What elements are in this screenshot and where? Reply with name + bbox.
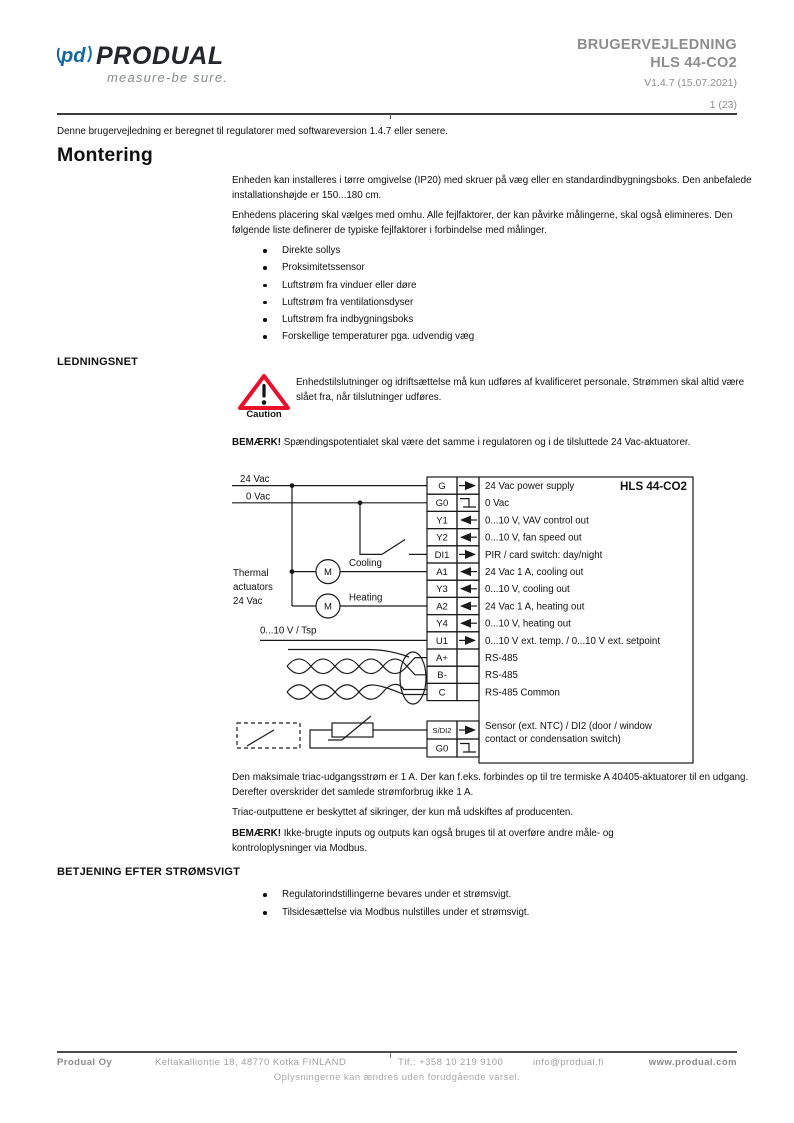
rs485-cable — [287, 650, 427, 705]
arrow-in-icon — [465, 481, 476, 490]
section-title-betjening: BETJENING EFTER STRØMSVIGT — [57, 866, 241, 878]
footer-email[interactable]: info@produal.fi — [533, 1057, 604, 1068]
error-factor-list — [262, 244, 682, 348]
svg-text:0...10 V, cooling out: 0...10 V, cooling out — [485, 584, 570, 596]
pd-emblem-icon — [58, 45, 91, 67]
terminal-row-C — [427, 683, 560, 700]
svg-text:Y2: Y2 — [436, 532, 448, 544]
terminal-row-DI1 — [427, 546, 603, 563]
arrow-out-icon — [460, 619, 471, 628]
terminal-row-G0 — [427, 494, 509, 511]
svg-text:A+: A+ — [436, 653, 448, 664]
produal-logo — [50, 32, 240, 90]
terminal-row-G — [427, 477, 574, 494]
terminal-row-Y4 — [427, 615, 571, 632]
svg-text:0...10 V ext. temp. / 0...10 V: 0...10 V ext. temp. / 0...10 V ext. setpoint — [485, 635, 661, 647]
terminal-row-A1 — [427, 563, 584, 580]
triac-paragraph-1: Den maksimale triac-udgangsstrøm er 1 A. Der kan f.eks. forbindes op til tre termiske A 40405-aktuatorer til en udgang. Derefter overskrider det samlede strømforbrug ikke 1 A. — [232, 772, 749, 798]
note-text: Spændingspotentialet skal være det samme i regulatoren og i de tilsluttede 24 Vac-aktuatorer. — [283, 437, 691, 448]
list-item: Tilsidesættelse via Modbus nulstilles under et strømsvigt. — [262, 906, 702, 920]
doc-type: BRUGERVEJLEDNING — [576, 37, 737, 53]
page-number: 1 (23) — [709, 99, 737, 111]
motor-icon: M — [324, 567, 332, 578]
footer-company: Produal Oy — [57, 1057, 113, 1068]
svg-text:RS-485: RS-485 — [485, 653, 518, 664]
motor-icon: M — [324, 601, 332, 613]
ntc-sensor-circuit — [237, 716, 427, 748]
list-item: Direkte sollys — [262, 244, 682, 258]
door-contact-box — [237, 723, 300, 748]
thermistor-icon — [332, 723, 373, 737]
footer-rule — [57, 1051, 737, 1053]
arrow-out-icon — [460, 533, 471, 542]
wiring-diagram — [232, 466, 694, 768]
svg-text:Y1: Y1 — [436, 515, 448, 527]
arrow-in-icon — [465, 636, 476, 645]
tsp-wiring — [260, 626, 427, 641]
svg-text:Y4: Y4 — [436, 618, 448, 630]
step-symbol-icon — [460, 499, 476, 507]
step-symbol-icon — [460, 744, 476, 753]
thermal-actuators — [233, 558, 427, 618]
footer-website[interactable]: www.produal.com — [648, 1057, 737, 1068]
intro-paragraph: Denne brugervejledning er beregnet til regulatorer med softwareversion 1.4.7 eller senere. — [57, 126, 449, 137]
svg-text:DI1: DI1 — [434, 549, 450, 561]
svg-text:0...10 V, VAV control out: 0...10 V, VAV control out — [485, 515, 589, 527]
list-item: Regulatorindstillingerne bevares under et strømsvigt. — [262, 888, 702, 902]
header-rule-tick — [390, 114, 391, 119]
svg-text:A2: A2 — [436, 601, 448, 613]
terminal-row-A2 — [427, 597, 585, 614]
montering-paragraph-1: Enheden kan installeres i tørre omgivelse (IP20) med skruer på væg eller en standardindbygningsboks. Den anbefalede installationshøjde er 150...180 cm. — [232, 175, 752, 201]
brand-tagline: measure-be sure. — [107, 70, 229, 85]
svg-text:RS-485 Common: RS-485 Common — [485, 687, 560, 699]
label-heating: Heating — [349, 592, 383, 604]
terminal-row-Bminus — [427, 666, 518, 683]
svg-text:24 Vac 1 A, cooling out: 24 Vac 1 A, cooling out — [485, 567, 584, 578]
terminal-row-Y1 — [427, 511, 589, 528]
note-2 — [232, 827, 684, 856]
arrow-in-icon — [465, 726, 476, 735]
terminal-row-Y2 — [427, 529, 582, 546]
label-cooling: Cooling — [349, 558, 382, 569]
terminal-row-Aplus — [427, 649, 518, 666]
section-title-ledningsnet: LEDNINGSNET — [57, 356, 139, 368]
svg-text:pd: pd — [61, 45, 86, 67]
footer-address: Keltakalliontie 18, 48770 Kotka FINLAND — [155, 1057, 347, 1068]
terminal-row-SDI2 — [427, 721, 653, 745]
svg-text:G: G — [438, 481, 446, 492]
footer-note: Oplysningerne kan ændres uden forudgående varsel. — [273, 1072, 521, 1083]
arrow-out-icon — [460, 584, 471, 593]
label-tsp: 0...10 V / Tsp — [260, 625, 317, 637]
svg-text:U1: U1 — [435, 635, 449, 647]
header-right — [400, 36, 737, 113]
terminal-row-U1 — [427, 632, 660, 649]
svg-text:Sensor (ext. NTC) / DI2 (door: Sensor (ext. NTC) / DI2 (door / window — [485, 721, 652, 732]
svg-text:G0: G0 — [435, 743, 449, 755]
list-item: Proksimitetssensor — [262, 261, 682, 275]
note-text: Ikke-brugte inputs og outputs kan også bruges til at overføre andre måle- og kontroloplysninger via Modbus. — [232, 828, 614, 854]
svg-text:0...10 V, heating out: 0...10 V, heating out — [485, 618, 571, 630]
list-item: Luftstrøm fra ventilationsdyser — [262, 296, 682, 310]
list-item: Luftstrøm fra indbygningsboks — [262, 313, 682, 327]
power-failure-list — [262, 888, 702, 925]
header-rule — [57, 113, 737, 115]
svg-text:S/DI2: S/DI2 — [432, 726, 452, 735]
terminal-row-G0b — [427, 739, 479, 757]
svg-text:24 Vac 1 A, heating out: 24 Vac 1 A, heating out — [485, 601, 585, 613]
svg-text:24 Vac power supply: 24 Vac power supply — [485, 481, 575, 492]
arrow-out-icon — [460, 516, 471, 525]
label-0vac: 0 Vac — [246, 491, 271, 503]
di1-switch — [360, 503, 427, 555]
svg-text:0...10 V, fan speed out: 0...10 V, fan speed out — [485, 532, 582, 544]
arrow-out-icon — [460, 602, 471, 611]
label-thermal-3: 24 Vac — [233, 596, 263, 607]
brand-wordmark: PRODUAL — [96, 42, 224, 70]
svg-text:A1: A1 — [436, 567, 448, 578]
list-item: Forskellige temperaturer pga. udvendig væg — [262, 330, 682, 344]
svg-text:C: C — [438, 687, 446, 699]
svg-text:G0: G0 — [435, 498, 449, 510]
arrow-in-icon — [465, 550, 476, 559]
doc-version: V1.4.7 (15.07.2021) — [644, 77, 737, 89]
svg-text:PIR / card switch: day/night: PIR / card switch: day/night — [485, 549, 603, 561]
list-item: Luftstrøm fra vinduer eller døre — [262, 279, 682, 293]
label-thermal-1: Thermal — [233, 568, 269, 579]
note-1 — [232, 436, 744, 451]
montering-paragraph-2: Enhedens placering skal vælges med omhu. Alle fejlfaktorer, der kan påvirke målingerne, skal også elimineres. Den følgende liste definerer de typiske fejlfaktorer i forbindelse med målinger. — [232, 210, 733, 236]
footer-phone: Tlf.: +358 10 219 9100 — [398, 1057, 504, 1068]
svg-text:B-: B- — [437, 670, 447, 682]
arrow-out-icon — [460, 567, 471, 576]
diagram-title: HLS 44-CO2 — [619, 480, 687, 493]
caution-triangle-icon — [237, 373, 291, 411]
terminal-row-Y3 — [427, 580, 570, 597]
section-title-montering: Montering — [57, 144, 154, 166]
label-thermal-2: actuators — [233, 582, 273, 593]
label-24vac: 24 Vac — [240, 474, 270, 485]
note-label: BEMÆRK! — [232, 437, 281, 448]
svg-text:RS-485: RS-485 — [485, 670, 518, 682]
svg-text:Y3: Y3 — [436, 584, 448, 596]
svg-text:0 Vac: 0 Vac — [485, 498, 510, 510]
switch-blade-icon — [247, 730, 274, 746]
product-name: HLS 44-CO2 — [650, 55, 737, 71]
warning-text: Enhedstilslutninger og idriftsættelse må kun udføres af kvalificeret personale. Strømmen skal altid være slået fra, når tilslutninger udføres. — [296, 377, 745, 403]
note-label: BEMÆRK! — [232, 828, 281, 839]
triac-paragraph-2: Triac-outputtene er beskyttet af sikringer, der kun må udskiftes af producenten. — [232, 807, 574, 818]
footer-rule-tick — [390, 1053, 391, 1058]
svg-text:contact or condensation switch: contact or condensation switch) — [485, 734, 621, 745]
caution-label: Caution — [246, 409, 282, 420]
